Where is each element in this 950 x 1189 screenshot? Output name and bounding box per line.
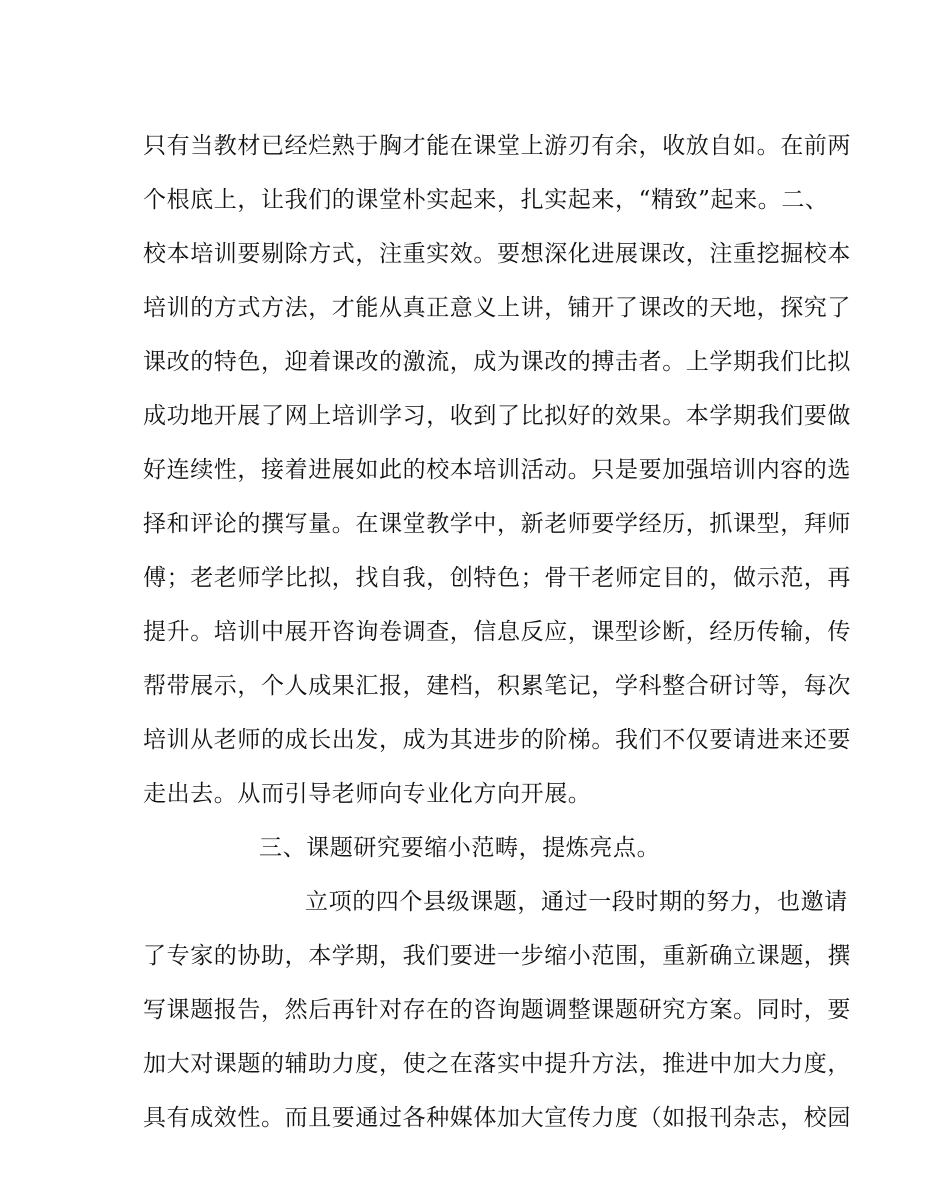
- text-line: 好连续性，接着进展如此的校本培训活动。只是要加强培训内容的选: [143, 457, 851, 483]
- text-line: 课改的特色，迎着课改的激流，成为课改的搏击者。上学期我们比拟: [143, 349, 851, 375]
- text-line: 写课题报告，然后再针对存在的咨询题调整课题研究方案。同时，要: [143, 997, 851, 1023]
- text-line: 择和评论的撰写量。在课堂教学中，新老师要学经历，抓课型，拜师: [143, 511, 851, 537]
- text-line: 只有当教材已经烂熟于胸才能在课堂上游刃有余，收放自如。在前两: [143, 133, 851, 159]
- text-line: 个根底上，让我们的课堂朴实起来，扎实起来，“精致”起来。二、: [143, 187, 829, 213]
- section-heading: 三、课题研究要缩小范畴，提炼亮点。: [259, 835, 661, 861]
- text-line: 帮带展示，个人成果汇报，建档，积累笔记，学科整合研讨等，每次: [143, 673, 851, 699]
- text-line: 提升。培训中展开咨询卷调查，信息反应，课型诊断，经历传输，传: [143, 619, 851, 645]
- text-line: 加大对课题的辅助力度，使之在落实中提升方法，推进中加大力度，: [143, 1051, 851, 1077]
- text-line: 立项的四个县级课题，通过一段时期的努力，也邀请: [305, 889, 848, 915]
- text-line: 成功地开展了网上培训学习，收到了比拟好的效果。本学期我们要做: [143, 403, 851, 429]
- text-line: 培训的方式方法，才能从真正意义上讲，铺开了课改的天地，探究了: [143, 295, 851, 321]
- text-line: 走出去。从而引导老师向专业化方向开展。: [143, 781, 592, 807]
- text-line: 培训从老师的成长出发，成为其进步的阶梯。我们不仅要请进来还要: [143, 727, 851, 753]
- text-line: 具有成效性。而且要通过各种媒体加大宣传力度（如报刊杂志，校园: [143, 1105, 851, 1131]
- text-line: 了专家的协助，本学期，我们要进一步缩小范围，重新确立课题，撰: [143, 943, 851, 969]
- text-line: 傅；老老师学比拟，找自我，创特色；骨干老师定目的，做示范，再: [143, 565, 851, 591]
- text-line: 校本培训要剔除方式，注重实效。要想深化进展课改，注重挖掘校本: [143, 241, 851, 267]
